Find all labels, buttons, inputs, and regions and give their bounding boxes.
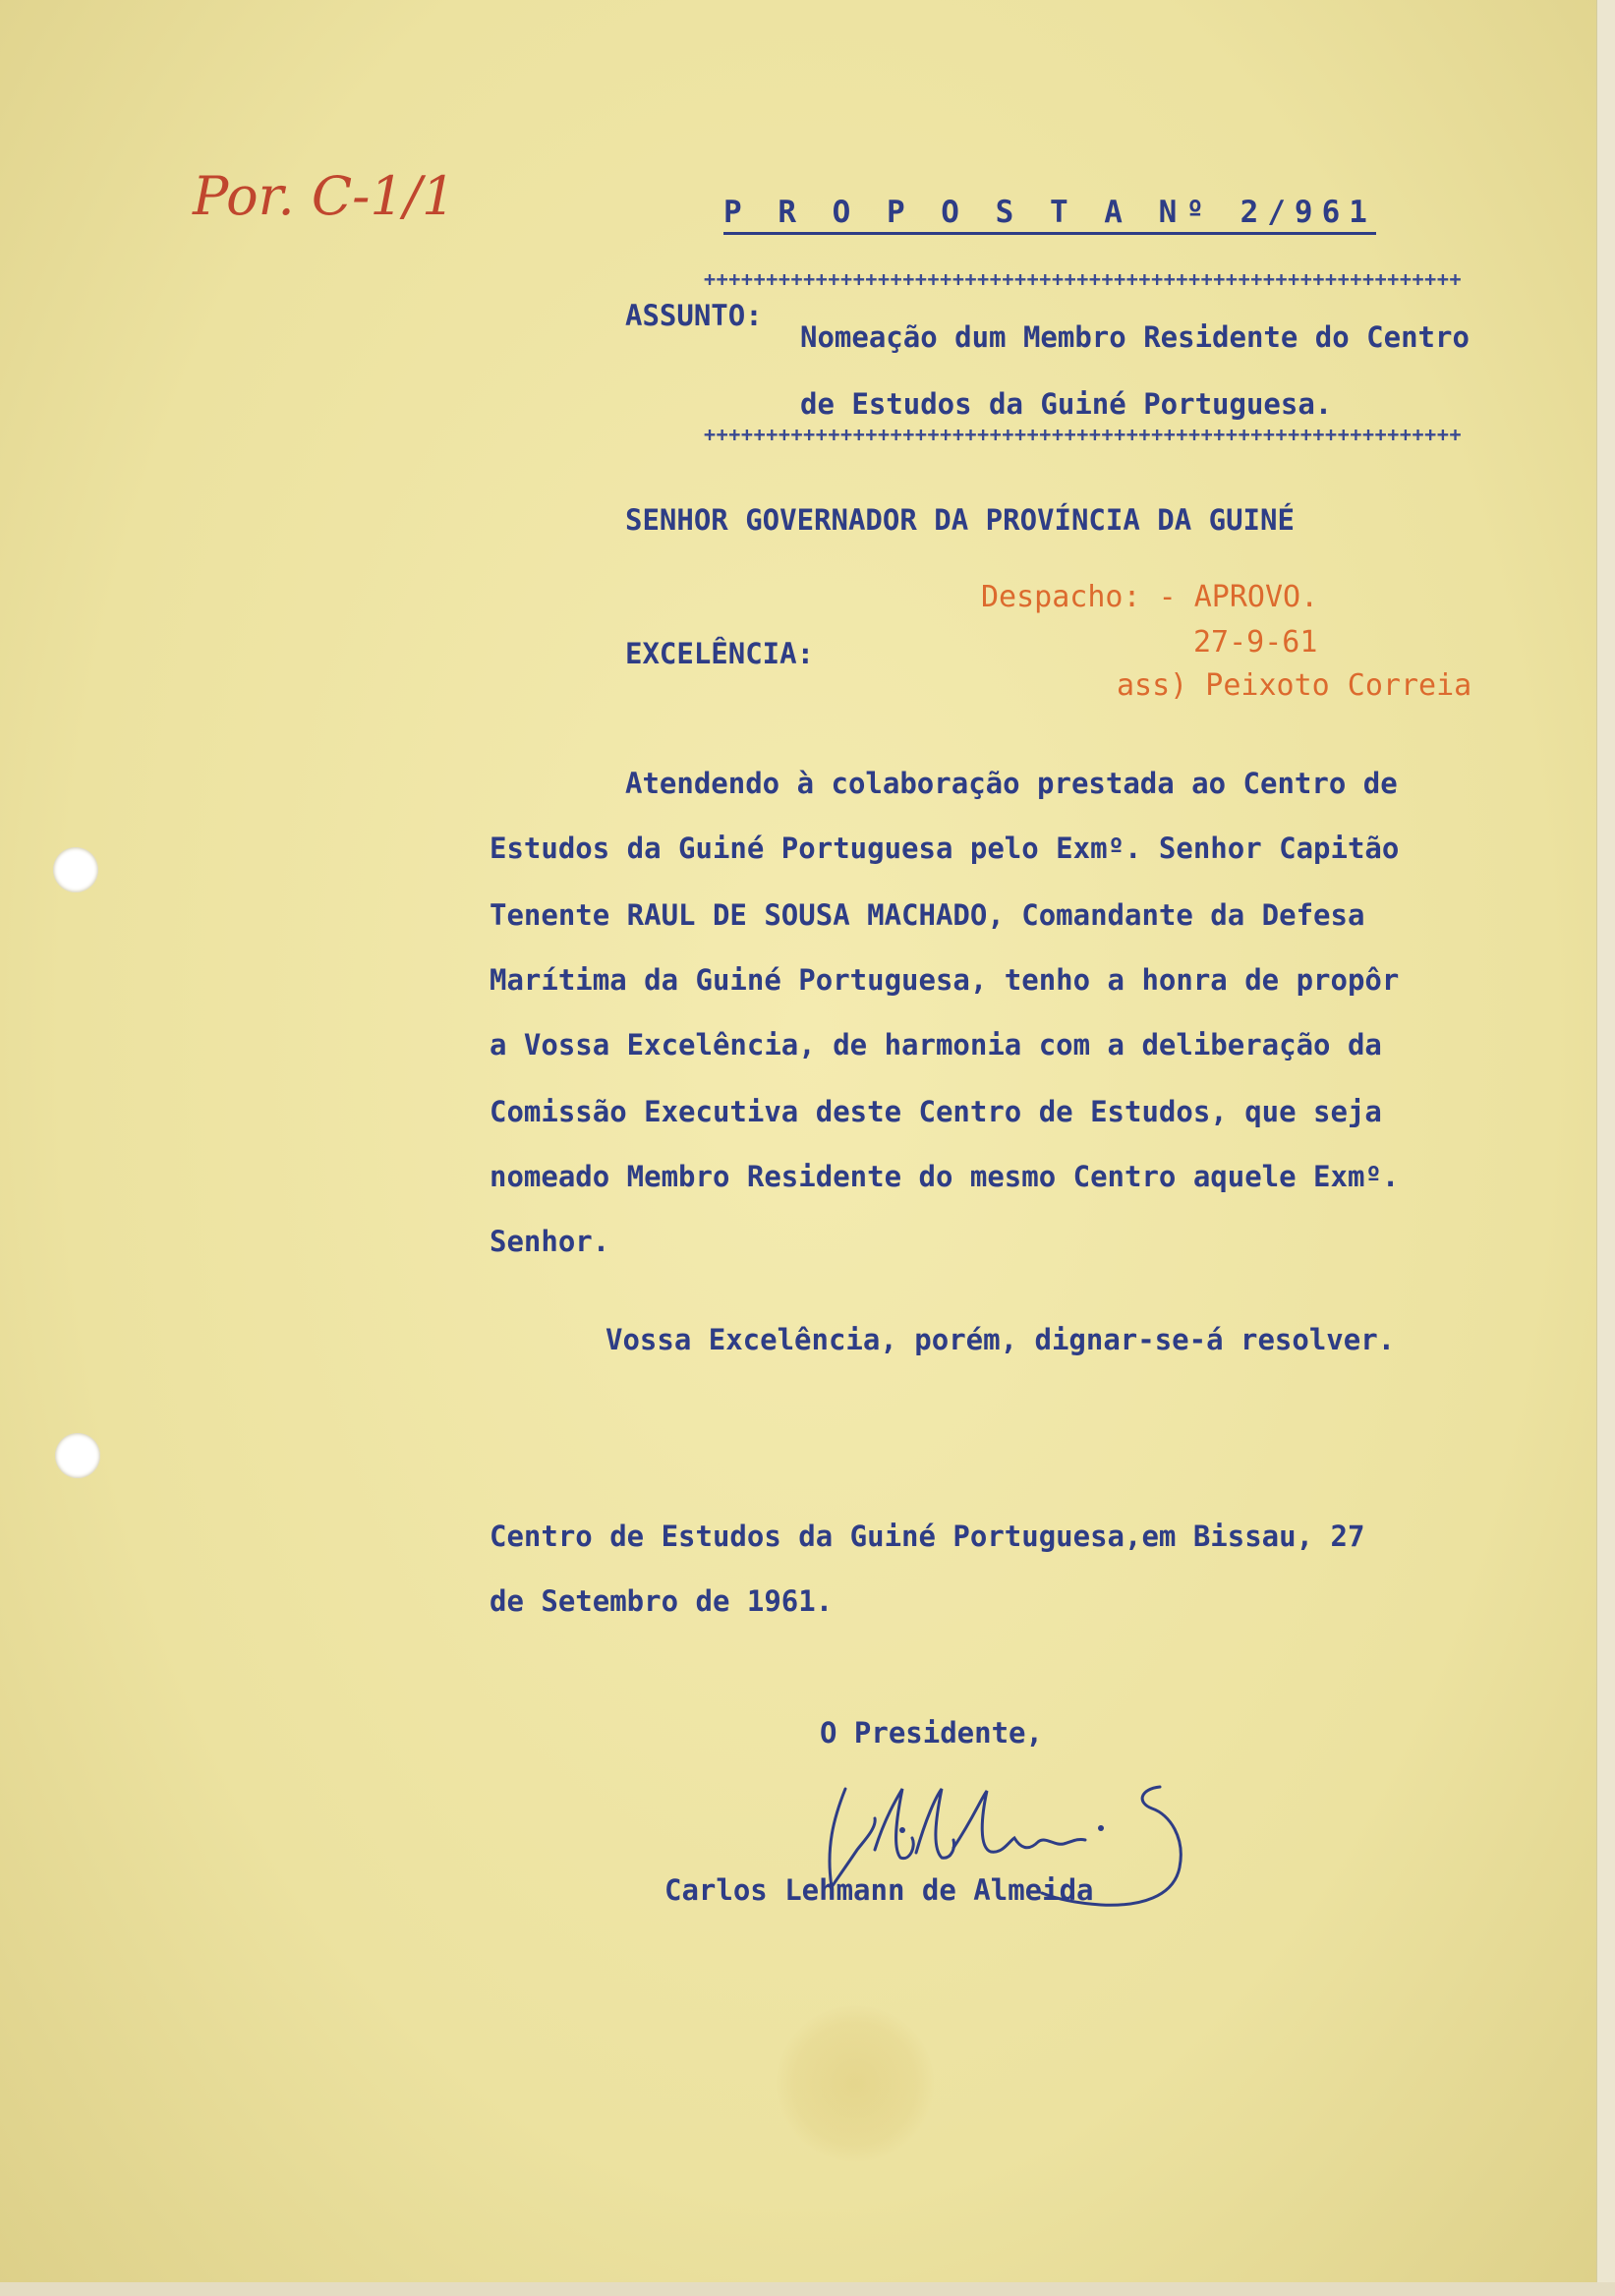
dispatch-signed: ass) Peixoto Correia xyxy=(1117,668,1472,703)
body-line-7: nomeado Membro Residente do mesmo Centro aquele Exmº. xyxy=(490,1160,1400,1193)
subject-line-1: Nomeação dum Membro Residente do Centro xyxy=(800,320,1470,354)
body-line-5: a Vossa Excelência, de harmonia com a deliberação da xyxy=(490,1028,1382,1062)
separator-top: +++++++++++++++++++++++++++++++++++++++++++++++++++++++++++++ xyxy=(704,267,1463,291)
separator-bottom: +++++++++++++++++++++++++++++++++++++++++++++++++++++++++++++ xyxy=(704,423,1463,446)
body-line-2: Estudos da Guiné Portuguesa pelo Exmº. Senhor Capitão xyxy=(490,832,1400,865)
body-line-1: Atendendo à colaboração prestada ao Centro de xyxy=(625,767,1398,800)
body-line-6: Comissão Executiva deste Centro de Estudos, que seja xyxy=(490,1095,1382,1128)
margin-note: Por. C-1/1 xyxy=(193,165,456,227)
body-line-3: Tenente RAUL DE SOUSA MACHADO, Comandante da Defesa xyxy=(490,898,1365,932)
paper-edge-right xyxy=(1596,0,1615,2296)
subject-label: ASSUNTO: xyxy=(625,299,763,332)
salutation: EXCELÊNCIA: xyxy=(625,637,815,670)
body-line-4: Marítima da Guiné Portuguesa, tenho a honra de propôr xyxy=(490,963,1400,997)
document-title: P R O P O S T A Nº 2/961 xyxy=(723,195,1376,235)
closing-line: Vossa Excelência, porém, dignar-se-á resolver. xyxy=(606,1323,1396,1356)
signatory-name: Carlos Lehmann de Almeida xyxy=(664,1873,1094,1907)
punch-hole-bottom xyxy=(55,1433,100,1478)
addressee: SENHOR GOVERNADOR DA PROVÍNCIA DA GUINÉ xyxy=(625,503,1295,537)
paper-edge-bottom xyxy=(0,2282,1615,2296)
body-line-8: Senhor. xyxy=(490,1225,610,1258)
place-date-line-2: de Setembro de 1961. xyxy=(490,1584,834,1618)
dispatch-date: 27-9-61 xyxy=(1193,625,1318,660)
punch-hole-top xyxy=(53,847,98,892)
place-date-line-1: Centro de Estudos da Guiné Portuguesa,em Bissau, 27 xyxy=(490,1520,1365,1553)
paper-stain xyxy=(777,2005,934,2162)
subject-line-2: de Estudos da Guiné Portuguesa. xyxy=(800,387,1333,421)
dispatch-line: Despacho: - APROVO. xyxy=(981,580,1319,614)
signatory-role: O Presidente, xyxy=(820,1716,1043,1750)
